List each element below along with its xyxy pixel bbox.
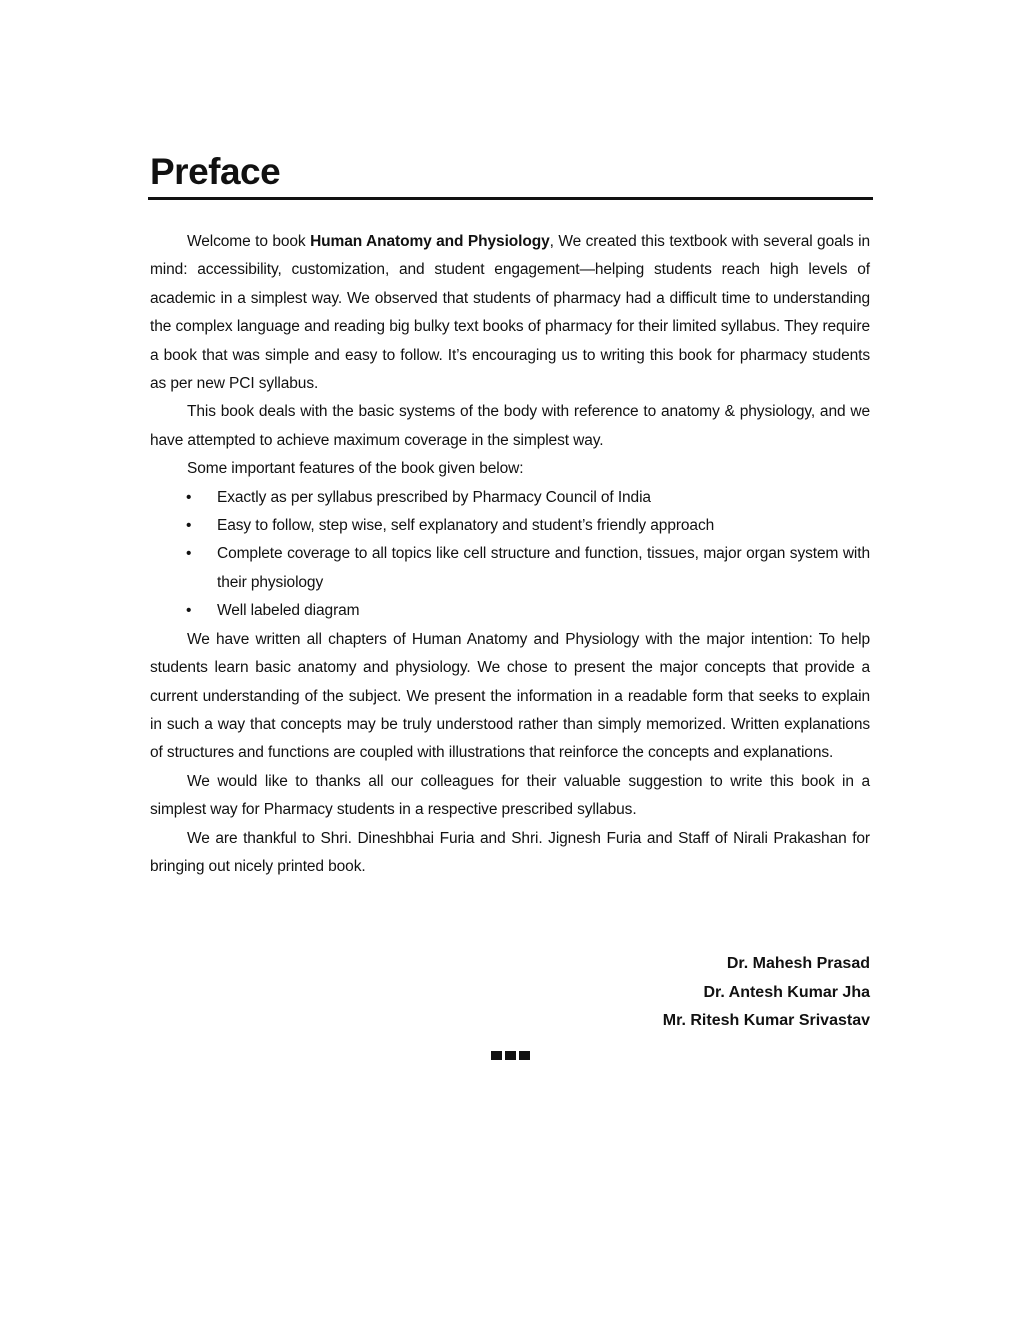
paragraph-5: We would like to thanks all our colleagues for their valuable suggestion to write this book in a simplest way for Pharmacy students in a respective prescribed syllabus. bbox=[150, 772, 870, 819]
paragraph-intro bbox=[150, 228, 870, 398]
author-name: Mr. Ritesh Kumar Srivastav bbox=[662, 1012, 870, 1029]
intro-text-cont: , We created this textbook with several goals in mind: accessibility, customization, and student engagement—helping students reach high levels of academic in a simplest way. We observed that students of pharmacy had a difficult time to understanding the complex language and reading big bulky text books of pharmacy for their limited syllabus. They require a book that was simple and easy to follow. It’s encouraging us to writing this book for pharmacy students as per new PCI syllabus. bbox=[150, 233, 870, 393]
feature-text: Easy to follow, step wise, self explanatory and student’s friendly approach bbox=[217, 517, 715, 535]
bullet-icon: • bbox=[186, 517, 192, 535]
author-name: Dr. Antesh Kumar Jha bbox=[703, 983, 870, 1001]
list-item bbox=[150, 597, 870, 625]
list-item bbox=[150, 484, 870, 512]
page-title: Preface bbox=[150, 151, 281, 192]
bullet-icon: • bbox=[186, 488, 192, 506]
features-list bbox=[150, 484, 870, 626]
intro-text: Welcome to book bbox=[187, 233, 311, 250]
feature-text: Complete coverage to all topics like cell structure and function, tissues, major organ system with their physiology bbox=[217, 545, 870, 591]
book-title: Human Anatomy and Physiology bbox=[310, 233, 550, 250]
list-item bbox=[150, 540, 870, 597]
end-mark-icon bbox=[491, 1051, 530, 1060]
feature-text: Exactly as per syllabus prescribed by Pharmacy Council of India bbox=[217, 488, 651, 506]
title-rule bbox=[148, 197, 873, 200]
preface-body bbox=[150, 228, 870, 881]
paragraph-6: We are thankful to Shri. Dineshbhai Furia and Shri. Jignesh Furia and Staff of Nirali Prakashan for bringing out nicely printed book. bbox=[150, 829, 870, 875]
bullet-icon: • bbox=[186, 602, 192, 620]
author-name: Dr. Mahesh Prasad bbox=[726, 955, 870, 972]
bullet-icon: • bbox=[186, 545, 192, 563]
feature-text: Well labeled diagram bbox=[217, 602, 360, 620]
author-signatures bbox=[663, 950, 870, 1036]
paragraph-2: This book deals with the basic systems of the body with reference to anatomy & physiology, and we have attempted to achieve maximum coverage in the simplest way. bbox=[150, 403, 870, 449]
list-item bbox=[150, 512, 870, 540]
paragraph-4: We have written all chapters of Human Anatomy and Physiology with the major intention: To help students learn basic anatomy and physiology. We chose to present the major concepts that provide a current understanding of the subject. We present the information in a readable form that seeks to explain in such a way that concepts may be truly understood rather than simply memorized. Written explanations of structures and functions are coupled with illustrations that reinforce the concepts and explanations. bbox=[150, 630, 870, 762]
paragraph-3: Some important features of the book given below: bbox=[187, 460, 524, 478]
